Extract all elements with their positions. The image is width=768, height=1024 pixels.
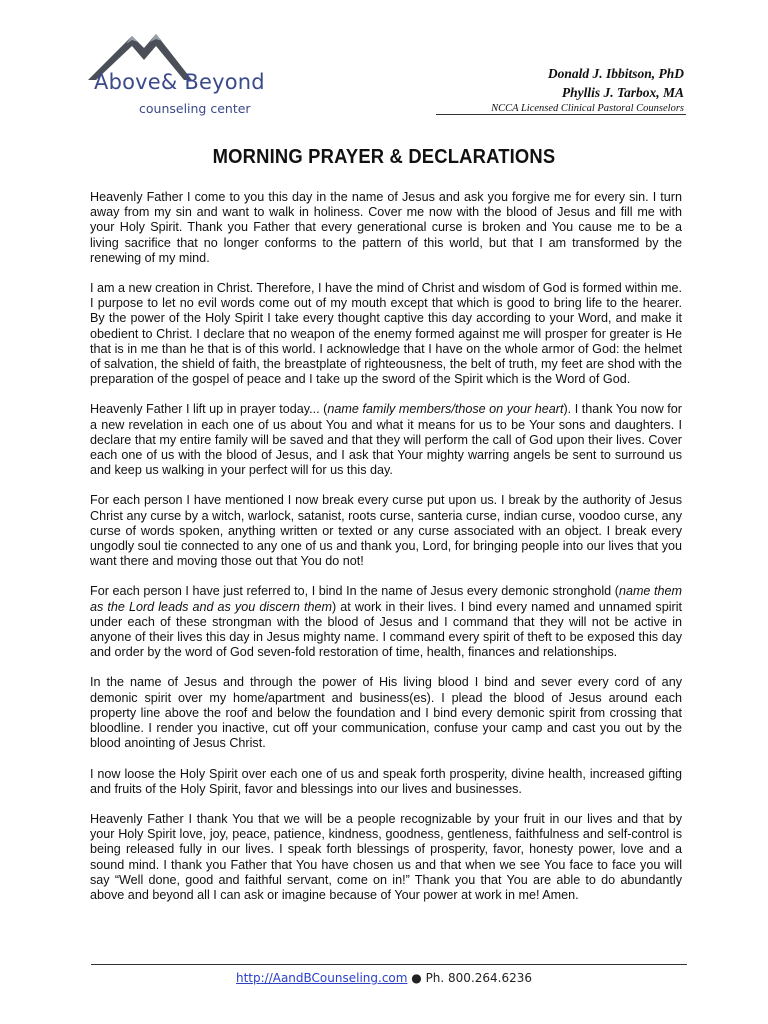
logo bbox=[88, 30, 303, 120]
logo-name bbox=[94, 70, 265, 94]
contacts-block bbox=[491, 64, 684, 116]
paragraph-8: Heavenly Father I thank You that we will be a people recognizable by your fruit in our lives and that by your Holy Spirit love, joy, peace, patience, kindness, goodness, gentleness, faithfulness and self-control is being released fully in our lives. I speak forth blessings of prosperity, favor, honesty power, love and a sound mind. I thank you Father that You have chosen us and that when we see You face to face you will say “Well done, good and faithful servant, come on in!” Thank you that You are able to do abundantly above and beyond all I can ask or imagine because of Your power at work in me! Amen. bbox=[90, 811, 682, 902]
paragraph-2: I am a new creation in Christ. Therefore, I have the mind of Christ and wisdom of God is formed within me. I purpose to let no evil words come out of my mouth except that which is good to bring life to the hearer. By the power of the Holy Spirit I take every thought captive this day according to your Word, and make it obedient to Christ. I declare that no weapon of the enemy formed against me will prosper for greater is He that is in me than he that is of this world. I acknowledge that I have on the whole armor of God: the helmet of salvation, the shield of faith, the breastplate of righteousness, the belt of truth, my feet are shod with the preparation of the gospel of peace and I take up the sword of the Spirit which is the Word of God. bbox=[90, 281, 682, 387]
paragraph-3-italic-note: name family members/those on your heart bbox=[327, 402, 564, 417]
paragraph-4: For each person I have mentioned I now break every curse put upon us. I break by the authority of Jesus Christ any curse by a witch, warlock, satanist, roots curse, santeria curse, indian curse, voodoo curse, any curse of words spoken, anything written or texted or any curse associated with an object. I break every ungodly soul tie connected to any one of us and thank you, Lord, for bringing people into our lives that you want there and moving those out that You do not! bbox=[90, 493, 682, 569]
contact-person-2: Phyllis J. Tarbox, MA bbox=[561, 85, 684, 100]
footer bbox=[0, 971, 768, 985]
paragraph-7: I now loose the Holy Spirit over each one of us and speak forth prosperity, divine health, increased gifting and fruits of the Holy Spirit, favor and blessings into our lives and businesses. bbox=[90, 766, 682, 796]
letterhead bbox=[0, 0, 768, 130]
page-title: MORNING PRAYER & DECLARATIONS bbox=[212, 146, 556, 168]
logo-subtitle: counseling center bbox=[139, 101, 251, 116]
paragraph-3-text-b: ). I thank You now for a new revelation in each one of us about You and what it means for us to be Your sons and daughters. I declare that my entire family will be saved and that they will perform the call of God upon their lives. Cover each one of us with the blood of Jesus, and I ask that Your mighty warring angels be sent to surround us and keep us walking in your perfect will for us this day. bbox=[90, 402, 682, 478]
paragraph-3-text-a: Heavenly Father I lift up in prayer today... ( bbox=[90, 402, 328, 417]
paragraph-1: Heavenly Father I come to you this day in the name of Jesus and ask you forgive me for every sin. I turn away from my sin and want to walk in holiness. Cover me now with the blood of Jesus and fill me with your Holy Spirit. Thank you Father that every generational curse is broken and You cause me to be a living sacrifice that no longer conforms to the pattern of this world, but that I am transformed by the renewing of my mind. bbox=[90, 190, 682, 265]
paragraph-5 bbox=[90, 584, 682, 660]
logo-name-part1: Above bbox=[94, 70, 161, 94]
paragraph-5-text-a: For each person I have just referred to, I bind In the name of Jesus every demonic stronghold ( bbox=[90, 584, 619, 599]
footer-divider bbox=[91, 964, 687, 965]
contact-credentials: NCCA Licensed Clinical Pastoral Counselors bbox=[491, 103, 684, 114]
document-body bbox=[90, 190, 682, 918]
paragraph-5-text-b: ) at work in their lives. I bind every named and unnamed spirit under each of these strongman with the blood of Jesus and I command that they will not be active in anyone of their lives this day in Jesus mighty name. I command every spirit of theft to be exposed this day and order by the word of God seven-fold restoration of time, health, finances and relationships. bbox=[90, 599, 682, 660]
paragraph-5-italic-note: name them as the Lord leads and as you discern them bbox=[90, 584, 682, 614]
website-link[interactable]: http://AandBCounseling.com bbox=[235, 971, 408, 985]
contact-person-1: Donald J. Ibbitson, PhD bbox=[547, 66, 684, 81]
paragraph-6: In the name of Jesus and through the power of His living blood I bind and sever every cord of any demonic spirit over my home/apartment and business(es). I plead the blood of Jesus around each property line above the roof and below the foundation and I bind every demonic spirit from crossing that bloodline. I render you inactive, cut off your communication, confuse your camp and cast you out by the blood anointing of Jesus Christ. bbox=[90, 675, 682, 751]
paragraph-3 bbox=[90, 402, 682, 478]
logo-name-part2: & Beyond bbox=[160, 70, 265, 94]
footer-phone: Ph. 800.264.6236 bbox=[425, 971, 533, 985]
footer-separator: ● bbox=[407, 971, 426, 985]
header-divider bbox=[436, 114, 686, 115]
